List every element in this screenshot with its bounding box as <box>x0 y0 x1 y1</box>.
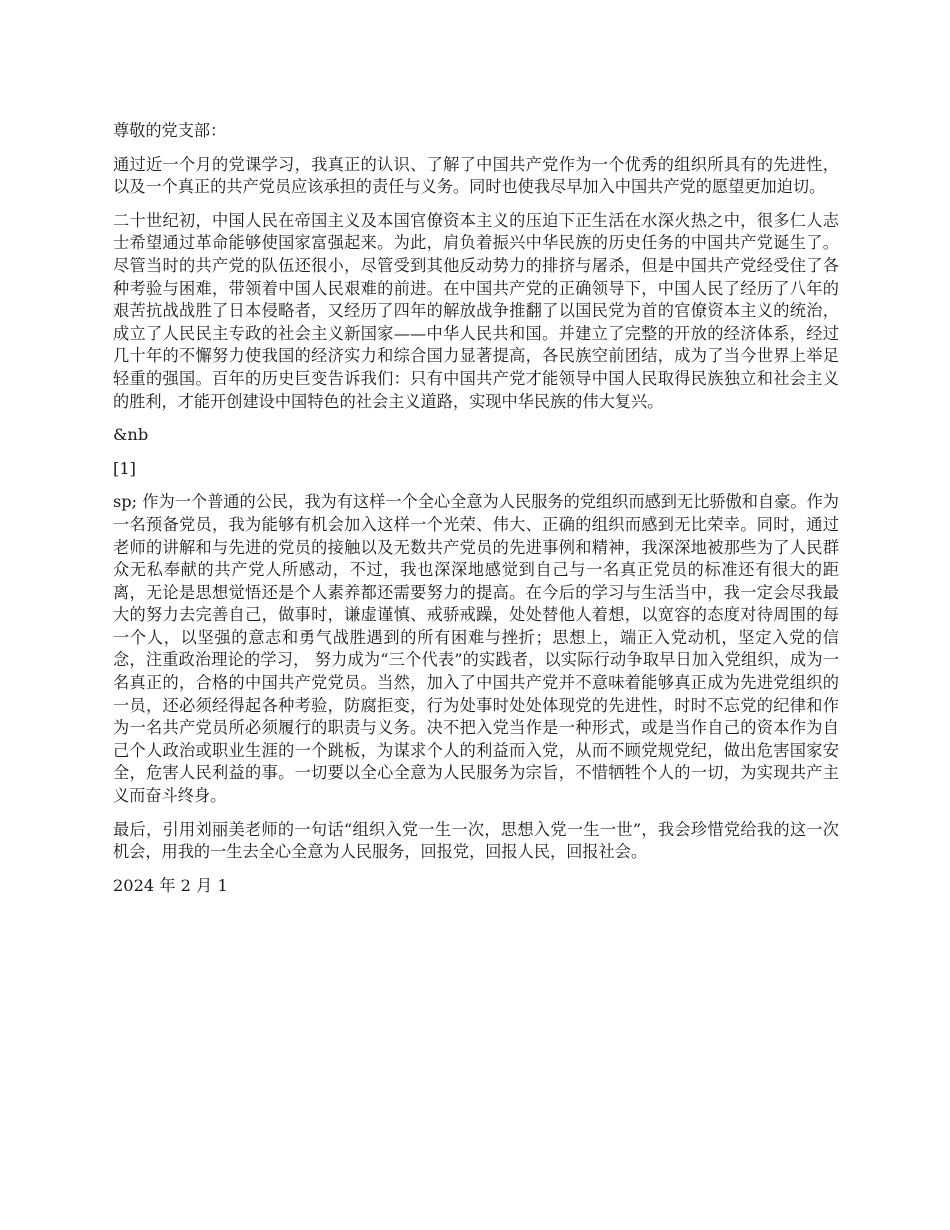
document-page <box>113 120 839 908</box>
document-date: 2024 年 2 月 1 <box>113 875 228 895</box>
salutation: 尊敬的党支部： <box>113 121 227 140</box>
paragraph-history: 二十世纪初，中国人民在帝国主义及本国官僚资本主义的压迫下正生活在水深火热之中，很多仁人志士希望通过革命能够使国家富强起来。为此，肩负着振兴中华民族的历史任务的中国共产党诞生了。尽管当时的共产党的队伍还很小，尽管受到其他反动势力的排挤与屠杀，但是中国共产党经受住了各种考验与困难，带领着中国人民艰难的前进。在中国共产党的正确领导下，中国人民了经历了八年的艰苦抗战战胜了日本侵略者，又经历了四年的解放战争推翻了以国民党为首的官僚资本主义的统治，成立了人民民主专政的社会主义新国家——中华人民共和国。并建立了完整的开放的经济体系，经过几十年的不懈努力使我国的经济实力和综合国力显著提高，各民族空前团结，成为了当今世界上举足轻重的强国。百年的历史巨变告诉我们：只有中国共产党才能领导中国人民取得民族独立和社会主义的胜利，才能开创建设中国特色的社会主义道路，实现中华民族的伟大复兴。 <box>113 210 839 411</box>
paragraph-fragment-nb: &nb <box>113 425 149 445</box>
footnote-marker: [1] <box>113 458 136 478</box>
paragraph-commitment: sp; 作为一个普通的公民，我为有这样一个全心全意为人民服务的党组织而感到无比骄傲和自豪。作为一名预备党员，我为能够有机会加入这样一个光荣、伟大、正确的组织而感到无比荣幸。同时，通过老师的讲解和与先进的党员的接触以及无数共产党员的先进事例和精神，我深深地被那些为了人民群众无私奉献的共产党人所感动，不过，我也深深地感觉到自己与一名真正党员的标准还有很大的距离，无论是思想觉悟还是个人素养都还需要努力的提高。在今后的学习与生活当中，我一定会尽我最大的努力去完善自己，做事时，谦虚谨慎、戒骄戒躁，处处替他人着想，以宽容的态度对待周围的每一个人，以坚强的意志和勇气战胜遇到的所有困难与挫折；思想上，端正入党动机，坚定入党的信念，注重政治理论的学习， 努力成为“三个代表”的实践者，以实际行动争取早日加入党组织，成为一名真正的，合格的中国共产党党员。当然，加入了中国共产党并不意味着能够真正成为先进党组织的一员，还必须经得起各种考验，防腐拒变，行为处事时处处体现党的先进性，时时不忘党的纪律和作为一名共产党员所必须履行的职责与义务。决不把入党当作是一种形式，或是当作自己的资本作为自己个人政治或职业生涯的一个跳板，为谋求个人的利益而入党，从而不顾党规党纪，做出危害国家安全，危害人民利益的事。一切要以全心全意为人民服务为宗旨，不惜牺牲个人的一切，为实现共产主义而奋斗终身。 <box>113 492 839 806</box>
paragraph-closing: 最后，引用刘丽美老师的一句话“组织入党一生一次，思想入党一生一世”，我会珍惜党给我的这一次机会，用我的一生去全心全意为人民服务，回报党，回报人民，回报社会。 <box>113 819 839 862</box>
paragraph-study-reflection: 通过近一个月的党课学习，我真正的认识、了解了中国共产党作为一个优秀的组织所具有的先进性，以及一个真正的共产党员应该承担的责任与义务。同时也使我尽早加入中国共产党的愿望更加迫切。 <box>113 154 839 197</box>
